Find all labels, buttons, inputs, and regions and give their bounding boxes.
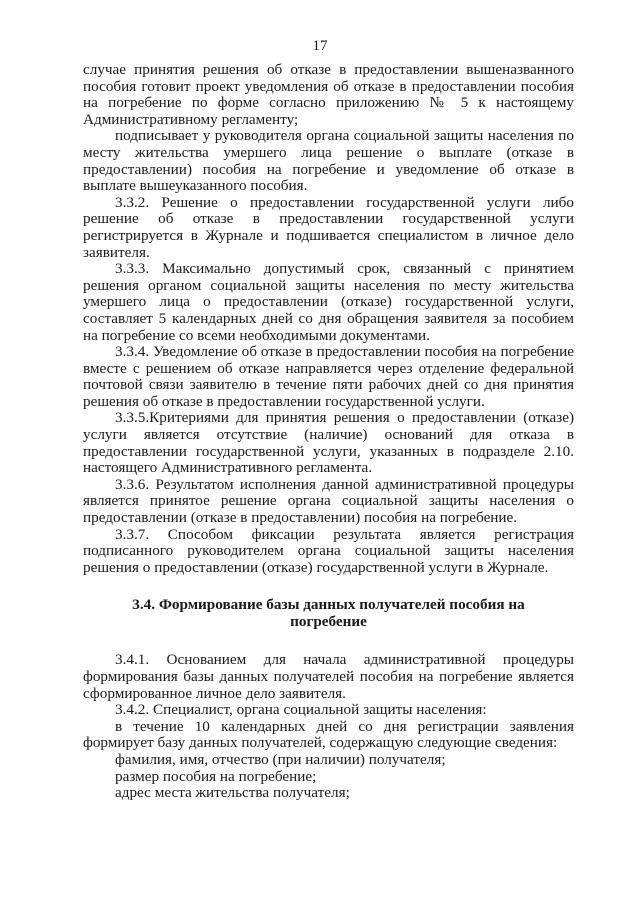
paragraph: в течение 10 календарных дней со дня регистрации заявления формирует базу данных получателей, содержащую следующие сведения: [83, 717, 574, 752]
paragraph: подписывает у руководителя органа социальной защиты населения по месту жительства умершего лица решение о выплате (отказе в предоставлении) пособия на погребение и уведомление об отказе в выплате вышеуказанного пособия. [83, 127, 574, 195]
paragraph: 3.3.3. Максимально допустимый срок, связанный с принятием решения органом социальной защиты населения по месту жительства умершего лица о предоставлении (отказе) государственной услуги, составляет 5 календарных дней со дня обращения заявителя за пособием на погребение со всеми необходимыми документами. [83, 260, 574, 344]
paragraphs-after-heading [83, 652, 574, 801]
paragraph: фамилия, имя, отчество (при наличии) получателя; [115, 750, 446, 768]
section-heading: 3.4. Формирование базы данных получателей пособия на погребение [132, 596, 525, 631]
paragraph: 3.3.4. Уведомление об отказе в предоставлении пособия на погребение вместе с решением об отказе направляется через отделение федеральной почтовой связи заявителю в течение пяти рабочих дней со дня принятия решения об отказе в предоставлении государственной услуги. [83, 343, 574, 410]
paragraph: 3.4.1. Основанием для начала административной процедуры формирования базы данных получателей пособия на погребение является сформированное личное дело заявителя. [83, 651, 574, 702]
paragraph: размер пособия на погребение; [115, 767, 317, 785]
paragraph: 3.3.7. Способом фиксации результата является регистрация подписанного руководителем органа социальной защиты населения решения о предоставлении (отказе) государственной услуги в Журнале. [83, 525, 574, 576]
paragraph: 3.3.2. Решение о предоставлении государственной услуги либо решение об отказе в предоставлении государственной услуги регистрируется в Журнале и подшивается специалистом в личное дело заявителя. [83, 193, 574, 261]
paragraph: 3.4.2. Специалист, органа социальной защиты населения: [115, 701, 487, 719]
paragraph: 3.3.5.Критериями для принятия решения о предоставлении (отказе) услуги является отсутствие (наличие) оснований для отказа в предоставлении государственной услуги, указанных в подразделе 2.10. настоящего Административного регламента. [83, 409, 574, 477]
paragraph: адрес места жительства получателя; [115, 784, 350, 802]
page-number: 17 [312, 38, 328, 54]
paragraph: случае принятия решения об отказе в предоставлении вышеназванного пособия готовит проект уведомления об отказе в предоставлении пособия на погребение по форме согласно приложению № 5 к настоящему Административному регламенту; [83, 61, 574, 128]
paragraphs-before-heading [83, 62, 574, 576]
document-body [83, 62, 574, 802]
paragraph: 3.3.6. Результатом исполнения данной административной процедуры является принятое решение органа социальной защиты населения о предоставлении (отказе в предоставлении) пособия на погребение. [83, 475, 574, 527]
